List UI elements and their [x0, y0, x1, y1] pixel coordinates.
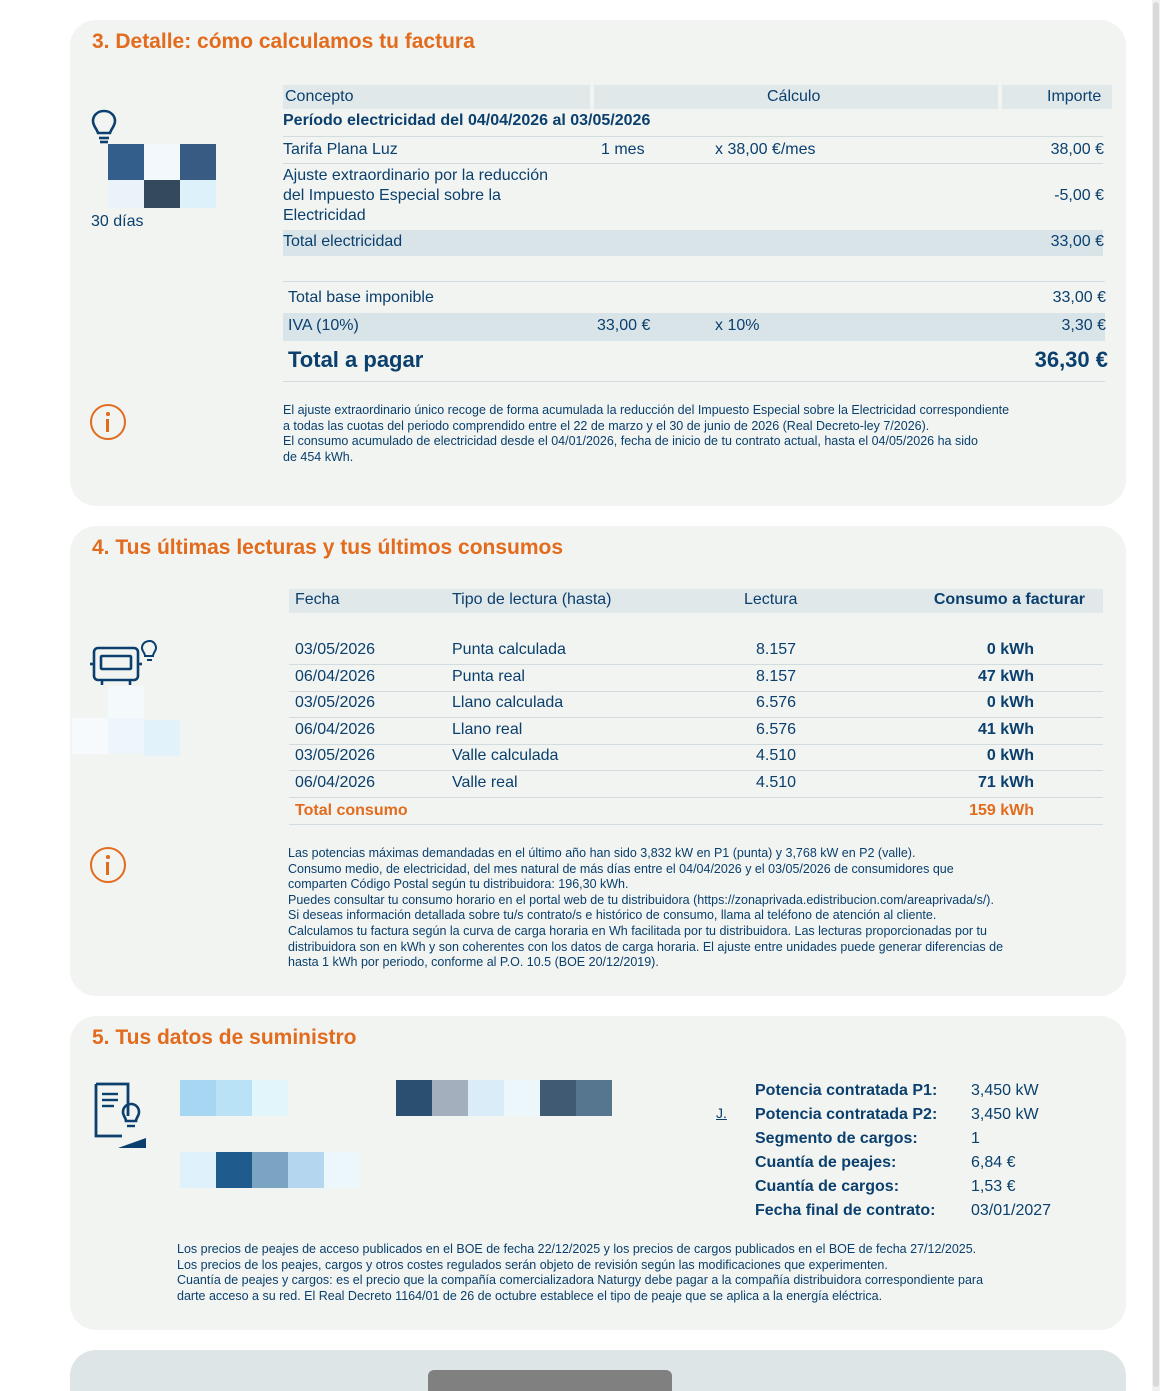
redacted-block — [540, 1080, 576, 1116]
divider — [283, 281, 1105, 282]
col-consumo: Consumo a facturar — [933, 591, 1085, 608]
redacted-block — [180, 1080, 216, 1116]
reading-date: 03/05/2026 — [295, 694, 376, 711]
ajuste-label-1: Ajuste extraordinario por la reducción — [283, 167, 549, 184]
iva-bg — [283, 313, 1105, 341]
table-row-divider — [289, 770, 1103, 771]
redacted-block — [428, 1370, 672, 1391]
iva-amount: 3,30 € — [1061, 317, 1106, 334]
next-section — [70, 1350, 1126, 1391]
reading-type: Punta calculada — [452, 641, 566, 658]
redacted-block — [396, 1080, 432, 1116]
total-consumo-label: Total consumo — [295, 802, 408, 819]
table-row-divider — [289, 744, 1103, 745]
reading-date: 06/04/2026 — [295, 773, 376, 791]
divider — [283, 381, 1105, 382]
ajuste-label-3: Electricidad — [283, 207, 366, 224]
supply-field-label: Potencia contratada P1: — [755, 1082, 938, 1099]
redacted-block — [144, 144, 180, 180]
redacted-block — [144, 720, 180, 756]
reading-consumption: 0 kWh — [986, 747, 1034, 764]
supply-field-value: 03/01/2027 — [971, 1202, 1052, 1219]
redacted-block — [108, 686, 144, 718]
col-importe: Importe — [1047, 88, 1102, 105]
reading-consumption: 0 kWh — [986, 694, 1034, 711]
reading-type: Llano calculada — [452, 694, 564, 711]
reading-type: Valle real — [452, 773, 518, 791]
ajuste-amount: -5,00 € — [1054, 187, 1104, 204]
reading-date: 06/04/2026 — [295, 667, 376, 685]
iva-rate: x 10% — [715, 317, 760, 334]
info-icon — [90, 404, 126, 440]
total-consumo-value: 159 kWh — [969, 802, 1034, 819]
section-readings — [70, 526, 1126, 996]
col-fecha: Fecha — [295, 591, 340, 608]
meter-icon — [90, 638, 160, 688]
section-title: 5. Tus datos de suministro — [92, 1026, 357, 1049]
redacted-block — [504, 1080, 540, 1116]
reading-date: 03/05/2026 — [295, 747, 376, 764]
tarifa-qty: 1 mes — [601, 141, 645, 158]
reading-consumption: 41 kWh — [977, 720, 1034, 738]
invoice-note: El ajuste extraordinario único recoge de forma acumulada la reducción del Impuesto Especial sobre la Electricidad correspondiente a todas las cuotas del periodo comprendido entre el 22 de marzo y el 30 de junio de 2026 (Real Decreto-ley 7/2026). El consumo acumulado de electricidad desde el 04/01/2026, fecha de inicio de tu contrato actual, hasta el 04/05/2026 ha sido de 454 kWh. — [283, 403, 1010, 464]
section-supply-data — [70, 1016, 1126, 1330]
supply-field-label: Segmento de cargos: — [755, 1130, 918, 1147]
reading-type: Punta real — [452, 667, 525, 685]
section-title: 3. Detalle: cómo calculamos tu factura — [92, 30, 475, 53]
redacted-block — [432, 1080, 468, 1116]
redacted-block — [288, 1152, 324, 1188]
reading-type: Llano real — [452, 720, 523, 738]
tarifa-label: Tarifa Plana Luz — [283, 141, 398, 158]
total-pagar-amount: 36,30 € — [1034, 347, 1108, 372]
info-icon — [90, 847, 126, 883]
redacted-block — [252, 1080, 288, 1116]
bulb-icon — [90, 108, 118, 148]
scrollbar-track[interactable] — [1152, 0, 1160, 1391]
tarifa-price: x 38,00 €/mes — [715, 141, 816, 158]
redacted-block — [216, 1080, 252, 1116]
reading-date: 06/04/2026 — [295, 720, 376, 738]
supply-field-value: 6,84 € — [971, 1154, 1016, 1171]
total-elec-amount: 33,00 € — [1050, 233, 1104, 250]
supply-field-value: 1 — [971, 1130, 980, 1147]
period-label: Período electricidad del 04/04/2026 al 03/05/2026 — [283, 112, 651, 129]
redacted-block — [108, 180, 144, 208]
scrollbar-thumb[interactable] — [1153, 2, 1159, 1387]
iva-base: 33,00 € — [597, 317, 651, 334]
supply-field-label: Fecha final de contrato: — [755, 1202, 936, 1219]
reading-value: 4.510 — [756, 773, 797, 791]
reading-value: 6.576 — [756, 694, 797, 711]
readings-note: Las potencias máximas demandadas en el último año han sido 3,832 kW en P1 (punta) y 3,768 kW en P2 (valle). Consumo medio, de electricidad, del mes natural de más días entre el 04/04/2026 y el 03/05/2026 de consumidores que comparten Código Postal según tu distribuidora: 196,30 kWh. Puedes consultar tu consumo horario en el portal web de tu distribuidora (https://zonaprivada.edistribucion.com/areaprivada/s/). Si deseas información detallada sobre tu/s contrato/s e histórico de consumo, llama al teléfono de atención al cliente. Calculamos tu factura según la curva de carga horaria en Wh facilitada por tu distribuidora. Las lecturas proporcionadas por tu distribuidora son en kWh y son coherentes con los datos de carga horaria. El ajuste entre unidades puede generar diferencias de hasta 1 kWh por periodo, conforme al P.O. 10.5 (BOE 20/12/2019). — [288, 846, 1004, 970]
reading-type: Valle calculada — [452, 747, 559, 764]
base-amount: 33,00 € — [1052, 289, 1106, 306]
reading-value: 6.576 — [756, 720, 797, 738]
divider — [283, 163, 1103, 164]
table-row-divider — [289, 797, 1103, 798]
iva-label: IVA (10%) — [288, 317, 359, 334]
reading-value: 8.157 — [756, 641, 797, 658]
redacted-block — [180, 180, 216, 208]
ajuste-label-2: del Impuesto Especial sobre la — [283, 187, 501, 204]
supply-field-value: 3,450 kW — [971, 1082, 1039, 1099]
redacted-block — [216, 1152, 252, 1188]
redacted-block — [108, 718, 144, 754]
supply-field-label: Cuantía de peajes: — [755, 1154, 897, 1171]
contract-icon — [90, 1080, 146, 1152]
total-pagar-label: Total a pagar — [288, 347, 424, 372]
supply-field-value: 1,53 € — [971, 1178, 1016, 1195]
redacted-block — [108, 144, 144, 180]
reading-consumption: 47 kWh — [977, 667, 1034, 685]
days-label: 30 días — [91, 213, 144, 230]
reading-value: 8.157 — [756, 667, 797, 685]
supply-field-value: 3,450 kW — [971, 1106, 1039, 1123]
supply-field-label: Potencia contratada P2: — [755, 1106, 938, 1123]
total-elec-bg — [283, 230, 1103, 256]
table-row-divider — [289, 691, 1103, 692]
redacted-block — [324, 1152, 360, 1188]
redacted-block — [180, 1152, 216, 1188]
section-title: 4. Tus últimas lecturas y tus últimos consumos — [92, 536, 564, 559]
tarifa-amount: 38,00 € — [1050, 141, 1104, 158]
col-tipo: Tipo de lectura (hasta) — [452, 591, 612, 608]
redacted-block — [180, 144, 216, 180]
mark-label: J. — [716, 1105, 727, 1121]
table-row-divider — [289, 717, 1103, 718]
reading-date: 03/05/2026 — [295, 641, 376, 658]
divider — [283, 136, 1103, 137]
redacted-block — [252, 1152, 288, 1188]
redacted-block — [468, 1080, 504, 1116]
col-concepto: Concepto — [285, 88, 354, 105]
divider — [289, 824, 1103, 825]
reading-consumption: 0 kWh — [986, 641, 1034, 658]
supply-note: Los precios de peajes de acceso publicados en el BOE de fecha 22/12/2025 y los precios de cargos publicados en el BOE de fecha 27/12/2025. Los precios de los peajes, cargos y otros costes regulados serán objeto de revisión según las modificaciones que experimenten. Cuantía de peajes y cargos: es el precio que la compañía comercializadora Naturgy debe pagar a la compañía distribuidora correspondiente para darte acceso a su red. El Real Decreto 1164/01 de 26 de octubre establece el tipo de peaje que se aplica a la energía eléctrica. — [177, 1242, 984, 1303]
supply-field-label: Cuantía de cargos: — [755, 1178, 900, 1195]
section-invoice-detail — [70, 20, 1126, 506]
redacted-block — [576, 1080, 612, 1116]
col-calculo: Cálculo — [767, 88, 821, 105]
redacted-block — [144, 180, 180, 208]
base-label: Total base imponible — [288, 289, 434, 306]
table-row-divider — [289, 664, 1103, 665]
reading-value: 4.510 — [756, 747, 797, 764]
reading-consumption: 71 kWh — [977, 773, 1034, 791]
total-elec-label: Total electricidad — [283, 233, 403, 250]
redacted-block — [72, 718, 108, 754]
col-lectura: Lectura — [744, 591, 798, 608]
